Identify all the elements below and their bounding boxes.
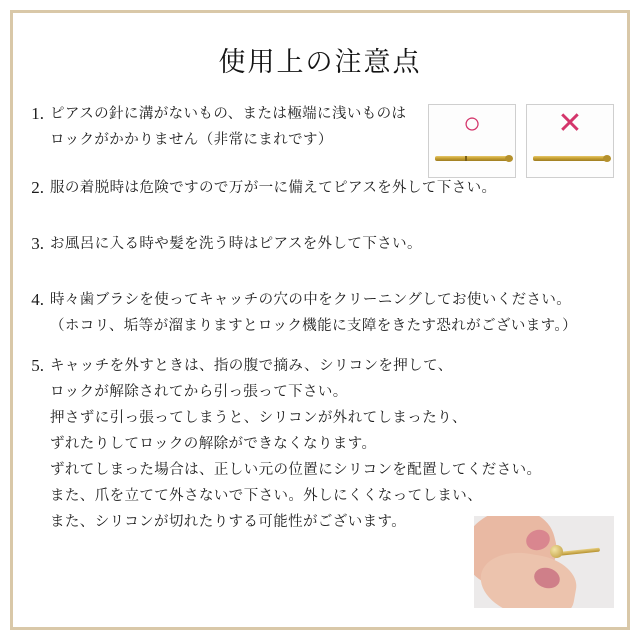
text-line: ずれたりしてロックの解除ができなくなります。 xyxy=(50,436,377,452)
text-line: また、シリコンが切れたりする可能性がございます。 xyxy=(50,514,407,530)
list-item-text xyxy=(50,353,614,535)
list-item-text xyxy=(50,175,614,201)
text-line: （ホコリ、垢等が溜まりますとロック機能に支障をきたす恐れがございます。） xyxy=(50,318,577,334)
list-item xyxy=(26,175,614,201)
list-item xyxy=(26,231,614,257)
text-line: また、爪を立てて外さないで下さい。外しにくくなってしまい、 xyxy=(50,488,483,504)
text-line: ロックが解除されてから引っ張って下さい。 xyxy=(50,384,348,400)
ok-mark-icon: ○ xyxy=(462,106,482,141)
text-line: ロックがかかりません（非常にまれです） xyxy=(50,132,333,148)
list-item xyxy=(26,101,614,153)
list-item-text xyxy=(50,101,450,153)
text-line: ピアスの針に溝がないもの、または極端に浅いものは xyxy=(50,106,407,122)
list-item-number: 4. xyxy=(31,290,44,309)
list-item-text xyxy=(50,231,614,257)
text-line: キャッチを外すときは、指の腹で摘み、シリコンを押して、 xyxy=(50,358,453,374)
list-item-number: 2. xyxy=(31,178,44,197)
list-item xyxy=(26,353,614,535)
list-item-number: 1. xyxy=(31,104,44,123)
text-line: 服の着脱時は危険ですので万が一に備えてピアスを外して下さい。 xyxy=(50,180,497,196)
text-line: 時々歯ブラシを使ってキャッチの穴の中をクリーニングしてお使いください。 xyxy=(50,292,572,308)
list-item xyxy=(26,287,614,339)
ng-mark-icon: ✕ xyxy=(557,106,583,141)
list-item-number: 3. xyxy=(31,234,44,253)
text-line: ずれてしまった場合は、正しい元の位置にシリコンを配置してください。 xyxy=(50,462,542,478)
list-item-number: 5. xyxy=(31,356,44,375)
document-content xyxy=(26,26,614,614)
text-line: お風呂に入る時や髪を洗う時はピアスを外して下さい。 xyxy=(50,236,422,252)
text-line: 押さずに引っ張ってしまうと、シリコンが外れてしまったり、 xyxy=(50,410,467,426)
list-item-text xyxy=(50,287,614,339)
notes-list xyxy=(26,101,614,535)
page-title: 使用上の注意点 xyxy=(218,47,422,77)
earring-catch xyxy=(550,545,563,558)
fingers-holding-earring-photo xyxy=(474,516,614,608)
